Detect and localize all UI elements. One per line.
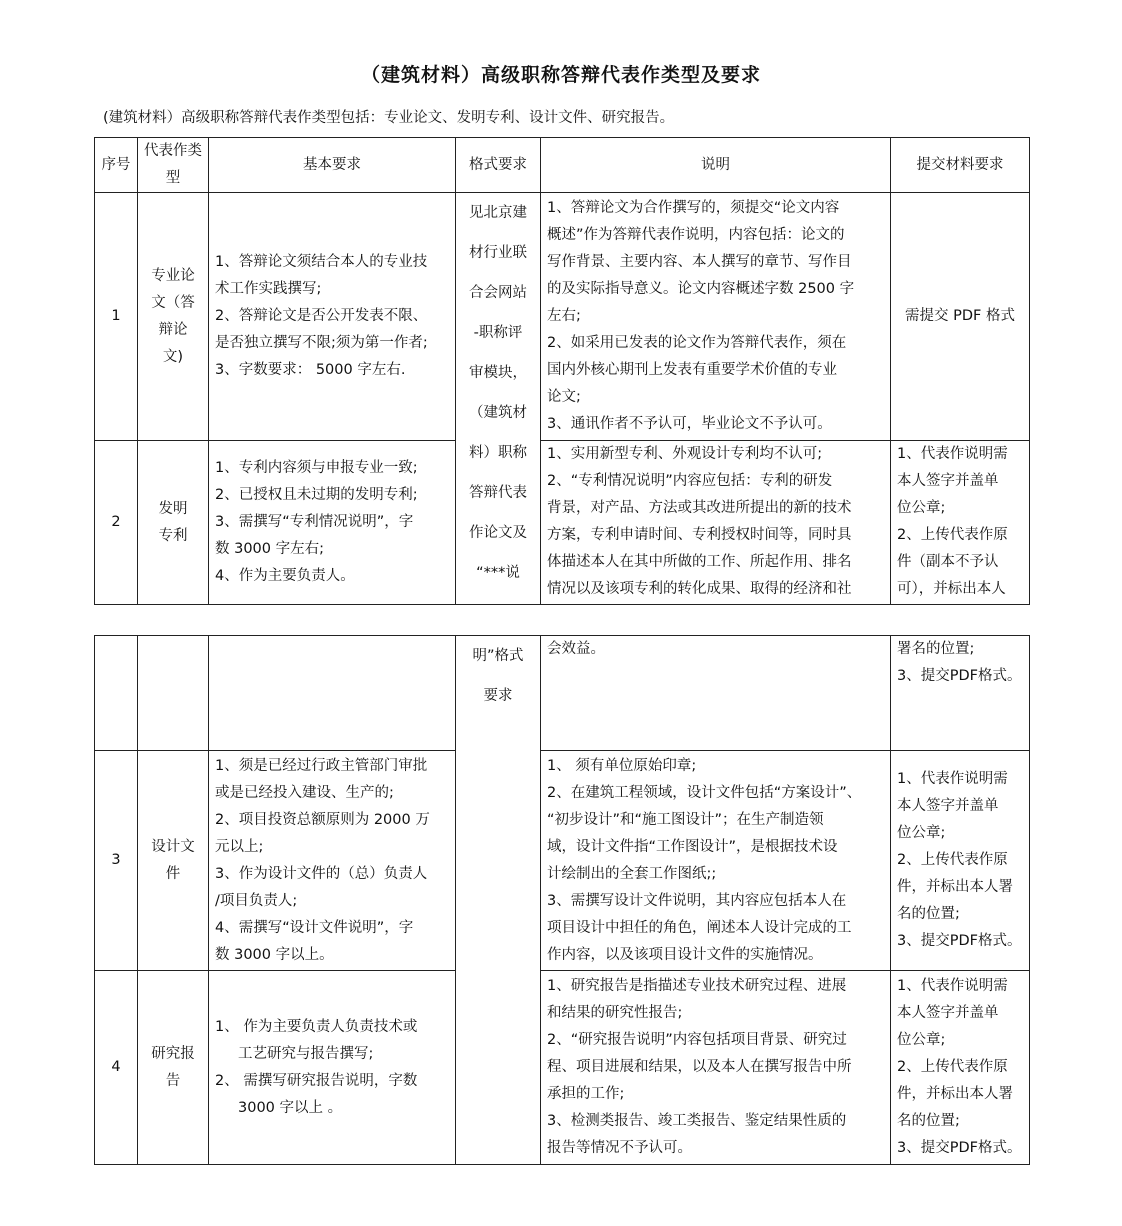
requirements-table-part1	[94, 137, 1030, 605]
explain-line: 3、检测类报告、竣工类报告、鉴定结果性质的	[547, 1113, 847, 1129]
row-type-line: 研究报	[151, 1045, 195, 1062]
submit-line: 3、提交PDF格式。	[897, 933, 1022, 949]
submit-line: 2、上传代表作原	[897, 527, 1008, 543]
basic-line: 工艺研究与报告撰写;	[238, 1045, 374, 1062]
explain-line: 和结果的研究性报告;	[547, 1005, 683, 1021]
row-basic	[209, 441, 456, 605]
row-type-line: 文)	[162, 348, 184, 365]
basic-line: 4、需撰写“设计文件说明”，字	[215, 919, 414, 936]
submit-line: 件，并标出本人署	[897, 1086, 1013, 1102]
row-submit	[891, 636, 1030, 751]
submit-line: 名的位置;	[897, 906, 960, 922]
row-type-line: 设计文	[151, 838, 195, 855]
basic-line: 2、已授权且未过期的发明专利;	[215, 487, 418, 503]
row-seq: 2	[95, 441, 138, 605]
basic-line: 数 3000 字左右;	[215, 541, 325, 557]
basic-line: 元以上;	[215, 838, 264, 855]
format-requirement	[456, 636, 541, 1165]
explain-line: 1、答辩论文为合作撰写的，须提交“论文内容	[547, 200, 840, 216]
format-line: 作论文及	[469, 525, 527, 541]
row-submit	[891, 751, 1030, 971]
explain-line: 情况以及该项专利的转化成果、取得的经济和社	[547, 581, 852, 597]
explain-line: 项目设计中担任的角色，阐述本人设计完成的工	[547, 919, 852, 936]
requirements-table-part2	[94, 635, 1030, 1165]
submit-line: 3、提交PDF格式。	[897, 668, 1022, 684]
explain-line: 左右;	[547, 308, 581, 324]
table-row	[95, 751, 1030, 971]
submit-line: 位公章;	[897, 825, 946, 841]
submit-line: 位公章;	[897, 500, 946, 516]
row-submit	[891, 193, 1030, 441]
table-header-row	[95, 138, 1030, 193]
row-seq: 3	[95, 751, 138, 971]
row-seq: 4	[95, 971, 138, 1165]
submit-line: 本人签字并盖单	[897, 1005, 999, 1021]
basic-line: 3、字数要求： 5000 字左右.	[215, 362, 406, 378]
submit-line: 2、上传代表作原	[897, 1059, 1008, 1075]
format-line: 合会网站	[469, 285, 527, 301]
row-explain	[541, 193, 891, 441]
explain-line: 国内外核心期刊上发表有重要学术价值的专业	[547, 362, 837, 378]
format-requirement	[456, 193, 541, 605]
basic-line: 1、 作为主要负责人负责技术或	[215, 1018, 418, 1035]
submit-line: 名的位置;	[897, 1113, 960, 1129]
explain-line: 2、“专利情况说明”内容应包括：专利的研发	[547, 473, 833, 489]
submit-line: 署名的位置;	[897, 641, 975, 657]
row-submit	[891, 971, 1030, 1165]
row-basic	[209, 193, 456, 441]
table-row	[95, 193, 1030, 441]
basic-line: 1、答辩论文须结合本人的专业技	[215, 254, 428, 270]
row-basic	[209, 751, 456, 971]
row-basic	[209, 971, 456, 1165]
format-line: 材行业联	[469, 245, 527, 261]
header-explain: 说明	[541, 138, 891, 193]
explain-line: 的及实际指导意义。论文内容概述字数 2500 字	[547, 281, 855, 297]
row-basic	[209, 636, 456, 751]
row-type-line: 发明	[158, 500, 188, 517]
header-submit: 提交材料要求	[891, 138, 1030, 193]
submit-line: 本人签字并盖单	[897, 473, 999, 489]
row-explain	[541, 751, 891, 971]
row-type	[138, 751, 209, 971]
basic-line: 2、 需撰写研究报告说明，字数	[215, 1072, 418, 1089]
format-line: 审模块，	[469, 365, 527, 381]
row-type-line: 专利	[158, 527, 188, 544]
table-row	[95, 971, 1030, 1165]
row-type-line: 辩论	[158, 321, 188, 338]
explain-line: 报告等情况不予认可。	[547, 1140, 692, 1156]
format-line: 明”格式	[472, 648, 524, 664]
basic-line: 4、作为主要负责人。	[215, 568, 355, 584]
submit-line: 2、上传代表作原	[897, 852, 1008, 868]
basic-line: /项目负责人;	[215, 892, 298, 909]
basic-line: 数 3000 字以上。	[215, 946, 334, 963]
format-line: 见北京建	[469, 205, 527, 221]
format-line: （建筑材	[469, 405, 527, 421]
row-submit	[891, 441, 1030, 605]
table-row	[95, 441, 1030, 605]
explain-line: 1、实用新型专利、外观设计专利均不认可;	[547, 446, 823, 462]
explain-line: 2、如采用已发表的论文作为答辩代表作，须在	[547, 335, 847, 351]
submit-line: 1、代表作说明需	[897, 446, 1008, 462]
row-seq	[95, 636, 138, 751]
basic-line: 是否独立撰写不限;须为第一作者;	[215, 335, 428, 351]
explain-line: 概述”作为答辩代表作说明，内容包括：论文的	[547, 227, 845, 243]
explain-line: 2、在建筑工程领域，设计文件包括“方案设计”、	[547, 784, 862, 801]
explain-line: 作内容，以及该项目设计文件的实施情况。	[547, 946, 823, 963]
row-type-line: 告	[165, 1072, 181, 1089]
row-type	[138, 971, 209, 1165]
submit-line: 1、代表作说明需	[897, 771, 1008, 787]
basic-line: 2、答辩论文是否公开发表不限、	[215, 308, 428, 324]
basic-line: 3000 字以上 。	[238, 1099, 343, 1116]
explain-line: 承担的工作;	[547, 1086, 625, 1102]
explain-line: 1、研究报告是指描述专业技术研究过程、进展	[547, 978, 847, 994]
basic-line: 或是已经投入建设、生产的;	[215, 784, 394, 801]
submit-line: 1、代表作说明需	[897, 978, 1008, 994]
explain-line: 2、“研究报告说明”内容包括项目背景、研究过	[547, 1032, 847, 1048]
explain-line: 体描述本人在其中所做的工作、所起作用、排名	[547, 554, 852, 570]
explain-line: “初步设计”和“施工图设计”；在生产制造领	[547, 811, 824, 828]
submit-line: 件，并标出本人署	[897, 879, 1013, 895]
submit-line: 可），并标出本人	[897, 581, 1006, 597]
basic-line: 3、需撰写“专利情况说明”，字	[215, 514, 414, 530]
basic-line: 1、专利内容须与申报专业一致;	[215, 460, 418, 476]
submit-line: 位公章;	[897, 1032, 946, 1048]
header-basic: 基本要求	[209, 138, 456, 193]
format-line: 答辩代表	[469, 485, 527, 501]
submit-line: 需提交 PDF 格式	[905, 308, 1015, 324]
row-type	[138, 636, 209, 751]
submit-line: 本人签字并盖单	[897, 798, 999, 814]
explain-line: 3、需撰写设计文件说明，其内容应包括本人在	[547, 892, 847, 909]
format-line: -职称评	[473, 325, 523, 341]
explain-line: 3、通讯作者不予认可，毕业论文不予认可。	[547, 416, 832, 432]
row-explain	[541, 441, 891, 605]
row-seq: 1	[95, 193, 138, 441]
row-type	[138, 193, 209, 441]
intro-text: (建筑材料）高级职称答辩代表作类型包括：专业论文、发明专利、设计文件、研究报告。	[103, 110, 675, 126]
row-type-line: 专业论	[151, 267, 195, 284]
format-line: “***说	[476, 565, 520, 581]
basic-line: 1、须是已经过行政主管部门审批	[215, 757, 428, 774]
submit-line: 件（副本不予认	[897, 554, 999, 570]
basic-line: 术工作实践撰写;	[215, 281, 322, 297]
explain-line: 会效益。	[547, 641, 605, 657]
explain-line: 域，设计文件指“工作图设计”，是根据技术设	[547, 838, 838, 855]
table-row-continued	[95, 636, 1030, 751]
format-line: 料）职称	[469, 445, 527, 461]
explain-line: 写作背景、主要内容、本人撰写的章节、写作目	[547, 254, 852, 270]
explain-line: 计绘制出的全套工作图纸;;	[547, 865, 717, 882]
basic-line: 2、项目投资总额原则为 2000 万	[215, 811, 430, 828]
format-line: 要求	[483, 688, 513, 704]
explain-line: 程、项目进展和结果，以及本人在撰写报告中所	[547, 1059, 852, 1075]
basic-line: 3、作为设计文件的（总）负责人	[215, 865, 428, 882]
row-explain	[541, 971, 891, 1165]
explain-line: 1、 须有单位原始印章;	[547, 757, 697, 774]
row-type-line: 件	[165, 865, 181, 882]
explain-line: 背景，对产品、方法或其改进所提出的新的技术	[547, 500, 852, 516]
header-type: 代表作类型	[138, 138, 209, 193]
explain-line: 方案，专利申请时间、专利授权时间等，同时具	[547, 527, 852, 543]
header-format: 格式要求	[456, 138, 541, 193]
explain-line: 论文;	[547, 389, 581, 405]
row-type	[138, 441, 209, 605]
page-title: （建筑材料）高级职称答辩代表作类型及要求	[360, 64, 761, 86]
submit-line: 3、提交PDF格式。	[897, 1140, 1022, 1156]
row-type-line: 文（答	[151, 294, 195, 311]
row-explain	[541, 636, 891, 751]
header-seq: 序号	[95, 138, 138, 193]
